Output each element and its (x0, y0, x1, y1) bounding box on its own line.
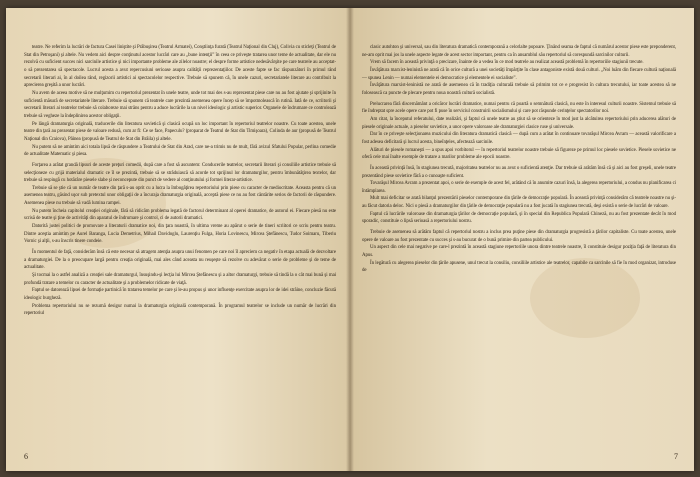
paragraph: În această privinţă însă, în stagiunea trecută, majoritatea teatrelor nu au avut o suficientă atenţie. Dar trebuie să arătăm însă că şi aici au fost greşeli, unele teatre prezentând piese sovietice fără a o cunoaşte suficient. (362, 165, 676, 179)
paragraph: Nu putem să ne amintim aici totala lipsă de răspundere a Teatrului de Stat din Arad, care ne-a trimis nu de mult, fără avizul Sfatului Popular, perlina comedie de actualitate Matematic şi piesa. (24, 144, 336, 158)
paragraph: Dar în ce priveşte selecţionarea muzicului din literatura dramatică clasică — după cum a arătat în continuare tovarăşul Mircea Avram — această valorificare a fost adesea deficitară şi lucrul acesta, bineînţeles, afectează sarcinile. (362, 132, 676, 145)
right-page-text (362, 44, 676, 275)
paragraph: Şi tocmai la o astfel analiză a creaţiei sale dramaturgul, însuşindu-şi lecţia lui Mircea Ştefănescu şi a altor dramaturgi, trebuie să tindă la o cât mai bună şi mai profundă tratare a temelor cu caracter de actualitate şi a problemelor ridicate de viaţă. (24, 273, 336, 286)
paragraph: Alături de piesele romaneşti — a spus apoi vorbitorul — în repertoriul teatrelor noastre trebuie să figureze pe primul loc piesele sovietice. Piesele sovietice ne oferă cele mai înalte exemple de tratare a marilor probleme ale epocii noastre. (362, 147, 676, 161)
paragraph: Nu putem încheia capitolul creaţiei originale, fără să ridicăm problema legată de factorul determinant al operei dramatice, de autorul ei. Fiecare piesă nu este scrisă de teatre şi ţine de activităţi din aparatul de îndrumare şi control, ci de autorii dramatici. (24, 208, 336, 222)
left-page-text (24, 44, 336, 318)
paragraph: Trebuie să se ştie că un număr de teatre din ţară s-au oprit cu a lucra la îmbogăţirea repertoriului prin piese cu caracter de mediocritate. Aceasta pentru că un asemenea teatru, găsind uşor sub pretextul unor obligaţii de a încuraja dramaturgia originală, acceptă piese ce nu au fost cântărite serios de factorii de răspundere. Asemenea piese nu trebuie să vadă lumina rampei. (24, 185, 336, 207)
paragraph: Învăţătura marxist-leninistă ne arată că în orice cultură a unei societăţi împărţite în clase antagoniste există două culturi. „Noi luăm din fiecare cultură naţională — spunea Lenin — numai elementele ei democratice şi elementele ei socialiste”. (362, 67, 676, 81)
paragraph: Trebuie de asemenea să arătăm faptul că repertoriul nostru a inclus prea puţine piese din dramaturgia progresistă a ţărilor capitaliste. Cu toate acestea, unele opere de valoare au fost prezentate cu succes şi s-au bucurat de o bună primire din partea publicului. (362, 230, 676, 243)
paragraph: Un aspect din cele mai negative pe care-l prezintă în această stagiune repertoriile unora dintre teatrele noastre, îl constituie desigur poziţia faţă de literatura din Apus. (362, 245, 676, 259)
paragraph: Prelucrarea fără discernământ a oricăror lucrări dramatice, numai pentru că poartă o semnătură clasică, nu este în interesul culturii noastre. Sistemul trebuie să fie îndreptat spre acele opere care pot fi puse în serviciul construirii socialismului şi care pot răspunde cerinţelor spectatorilor noi. (362, 101, 676, 115)
paragraph: Învăţătura marxist-leninistă ne arată de asemenea că în tradiţia culturală trebuie să primim tot ce e progresist în cultura trecutului, iar toate acestea să ne folosească ca puncte de plecare pentru noua noastră cultură socialistă. (362, 83, 676, 96)
paragraph: Datorită justei politici de promovare a literaturii dramatice noi, din ţara noastră, în ultima vreme au apărut o serie de tineri scriitori ce scriu pentru teatru. Dintre aceştia amintim pe Aurel Baranga, Lucia Demetrius, Mihail Davidoglu, Laurenţiu Fulga, Horia Lovinescu, Mircea Ştefănescu, Tudor Soimaru, Tiberiu Vornic şi alţii, s-au înscris tinere condeie. (24, 224, 336, 245)
right-page (350, 8, 694, 471)
paragraph: În legătură cu alegerea pieselor din ţările apusene, unul trecut la consiliu, consiliile artistice ale teatrelor, capabile ca sarcinile să fie în mod organizat, introduse de (362, 260, 676, 274)
paragraph: Faptul că lucrările valoroase din dramaturgia ţărilor de democraţie populară, şi în special din Republica Populară Chineză, nu au fost prezentate decât în mod sporadic, constituie o lipsă serioasă a repertoriului nostru. (362, 211, 676, 225)
paragraph: Nu avem de aceea motive să ne mulţumim cu repertoriul prezentat în unele teatre, unde tot mai des s-au reprezentat piese care nu au fost ajutate şi sprijinite în suficientă măsură de secretariatele literare. Trebuie să spunem că teatrele care prezintă asemenea opere încep să se împotmolească în rutină. Iată de ce, scriitorii şi secretarii literari ai teatrelor trebuie să colaboreze mai strâns pentru a aduce lucrările la un nivel ideologic şi artistic superior. Organele de îndrumare ce controlează trebuie să vegheze la îndeplinirea acestor obligaţii. (24, 90, 336, 119)
paragraph: Tovarăşul Mircea Avram a prezentat apoi, o serie de exemple de acest fel, arătând că în anumite cazuri însă, la alegerea repertoriului, a condus nu planificarea ci întâmplarea. (362, 181, 676, 194)
open-book (6, 8, 694, 471)
paragraph: Mult mai deficitar se arată bilanţul prezentării pieselor contemporane din ţările de democraţie populară. În această privinţă considerăm că teatrele noastre nu şi-au făcut datoria deloc. Nici o piesă a dramaturgilor din ţările de democraţie populară nu a fost jucată în stagiunea trecută, deşi există o serie de lucrări de valoare. (362, 196, 676, 210)
paragraph: teatre. Ne referim la lucrări de factura Casei liniştite şi Prăbuşirea (Teatrul Armatei), Conştiinţa furată (Teatrul Naţional din Cluj), Colivia cu sticleţi (Teatrul de Stat din Petroşani) şi altele. Nu vedem aici despre conţinutul acestor lucrări care au „bune intenţii” în ceea ce priveşte tratarea unor teme de actualitate, dar ele nu rezolvă cu suficient succes nici sarcinile artistice şi nici importante probleme ale zilelor noastre; el despre forme artistice nedesăvârşite pe care teatrele au acceptat-o să prezentarea să spectacole. Lucrul acesta a avut repercusiuni serioase asupra calităţii reprezentaţiilor. De aceste fapte se fac răspunzători în primul rând secretarii literari ai, în al doilea rând, regizorii artistici ai spectacolelor respective. Trebuie să spunem că, în unele cazuri, secretariatele literare au contribuit la aprecierea greşită a unor lucrări. (24, 45, 336, 89)
paragraph: Am citat, la începutul referatului, date realizări, şi faptul că unele teatre au ştiut să se orienteze în mod just la alcătuirea repertoriului prin aducerea alături de piesele originale actuale, a pieselor sovietice, a unor opere valoroase ale dramaturgiei clasice ruse şi universale. (362, 116, 676, 130)
page-number-right: 7 (674, 452, 678, 461)
paragraph: clasic autohton şi universal, sau din literatura dramatică contemporană a celorlalte popoare. Ţinând seama de faptul că numărul acestor piese este preponderent, ne-am oprit mai jos la unele aspecte legate de acest sector important, pentru ca în ansamblul său repertoriul să corespundă sarcinilor culturii. (362, 45, 676, 58)
book-gutter (346, 8, 354, 471)
paragraph: Forţarea a arătat grandă lipsuri de aceste preţuri comedii, după care a fost să ascuntem: Conducerile teatrelor, secretarii literari şi consiliile artistice trebuie să selecţioneze cu grijă materialul dramatic ce îl se prezintă, trebuie să se străduiască să acorde tot sprijinul lor dramaturgilor, pentru îmbunătăţirea textelor, dar trebuie să respingă cu hotărâre piesele slabe şi neconcepute din punct de vedere al conţinutului şi formei literar-artistice. (24, 162, 336, 184)
page-number-left: 6 (24, 452, 28, 461)
paragraph: Pe lângă dramaturgia originală, traducerile din literatura sovietică şi clasică ocupă un loc important în repertoriul teatrelor noastre. Cu toate acestea, unele teatre din ţară au prezentat piese de valoare redusă, cum ar fi: Ce se face, Papeculu? (proparat de Teatrul de Stat din Timişoara), Colinda de aur (propusă de Teatrul Naţional din Craiova), Pâinea (propusă de Teatrul de Stat din Brăila) şi altele. (24, 121, 336, 142)
paragraph: În momentul de faţă, considerăm însă că este necesar să atragem atenţia asupra unui fenomen pe care noi îl apreciem ca negativ în etapa actuală de dezvoltare a dramaturgiei. De la o preocupare largă pentru creaţia originală, mai ales când aceasta nu reuşeşte să rezolve cu adevărat o serie de probleme şi de teme de actualitate. (24, 250, 336, 271)
paragraph: Faptul se datorează lipsei de formaţie partinică în tratarea temelor pe care şi le-au propus şi unor influenţe exercitate asupra lor de idei străine, concluzie făcută ideologic burgheză. (24, 288, 336, 301)
left-page (6, 8, 350, 471)
paragraph: Vrem să facem în această privinţă o precizare, înainte de a vedea în ce mod teatrele au realizat această problemă în repertoriile stagiunii trecute. (370, 60, 644, 66)
paragraph: Problema repertoriului nu se rezumă desigur numai la dramaturgia originală contemporană. În programul teatrelor se include un număr de lucrări din repertoriul (24, 303, 336, 317)
